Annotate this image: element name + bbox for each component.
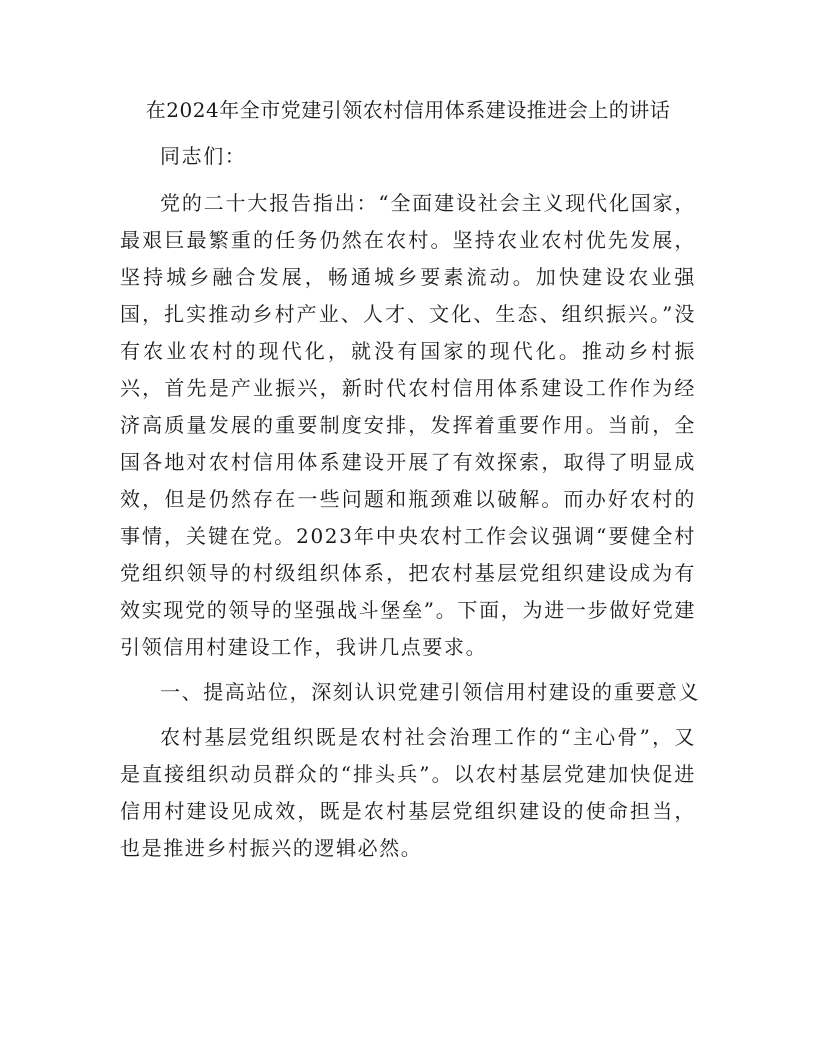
document-page	[120, 92, 700, 875]
section-heading: 一、提高站位，深刻认识党建引领信用村建设的重要意义	[160, 680, 700, 704]
section-paragraph: 农村基层党组织既是农村社会治理工作的“主心骨”，又是直接组织动员群众的“排头兵”。以农村基层党建加快促进信用村建设见成效，既是农村基层党组织建设的使命担当，也是推进乡村振兴的逻辑必然。	[120, 725, 696, 860]
greeting: 同志们：	[160, 144, 247, 168]
document-title: 在2024年全市党建引领农村信用体系建设推进会上的讲话	[145, 98, 671, 122]
body-paragraph: 党的二十大报告指出：“全面建设社会主义现代化国家，最艰巨最繁重的任务仍然在农村。坚持农业农村优先发展，坚持城乡融合发展，畅通城乡要素流动。加快建设农业强国，扎实推动乡村产业、人才、文化、生态、组织振兴。”没有农业农村的现代化，就没有国家的现代化。推动乡村振兴，首先是产业振兴，新时代农村信用体系建设工作作为经济高质量发展的重要制度安排，发挥着重要作用。当前，全国各地对农村信用体系建设开展了有效探索，取得了明显成效，但是仍然存在一些问题和瓶颈难以破解。而办好农村的事情，关键在党。2023年中央农村工作会议强调“要健全村党组织领导的村级组织体系，把农村基层党组织建设成为有效实现党的领导的坚强战斗堡垒”。下面，为进一步做好党建引领信用村建设工作，我讲几点要求。	[120, 191, 696, 659]
